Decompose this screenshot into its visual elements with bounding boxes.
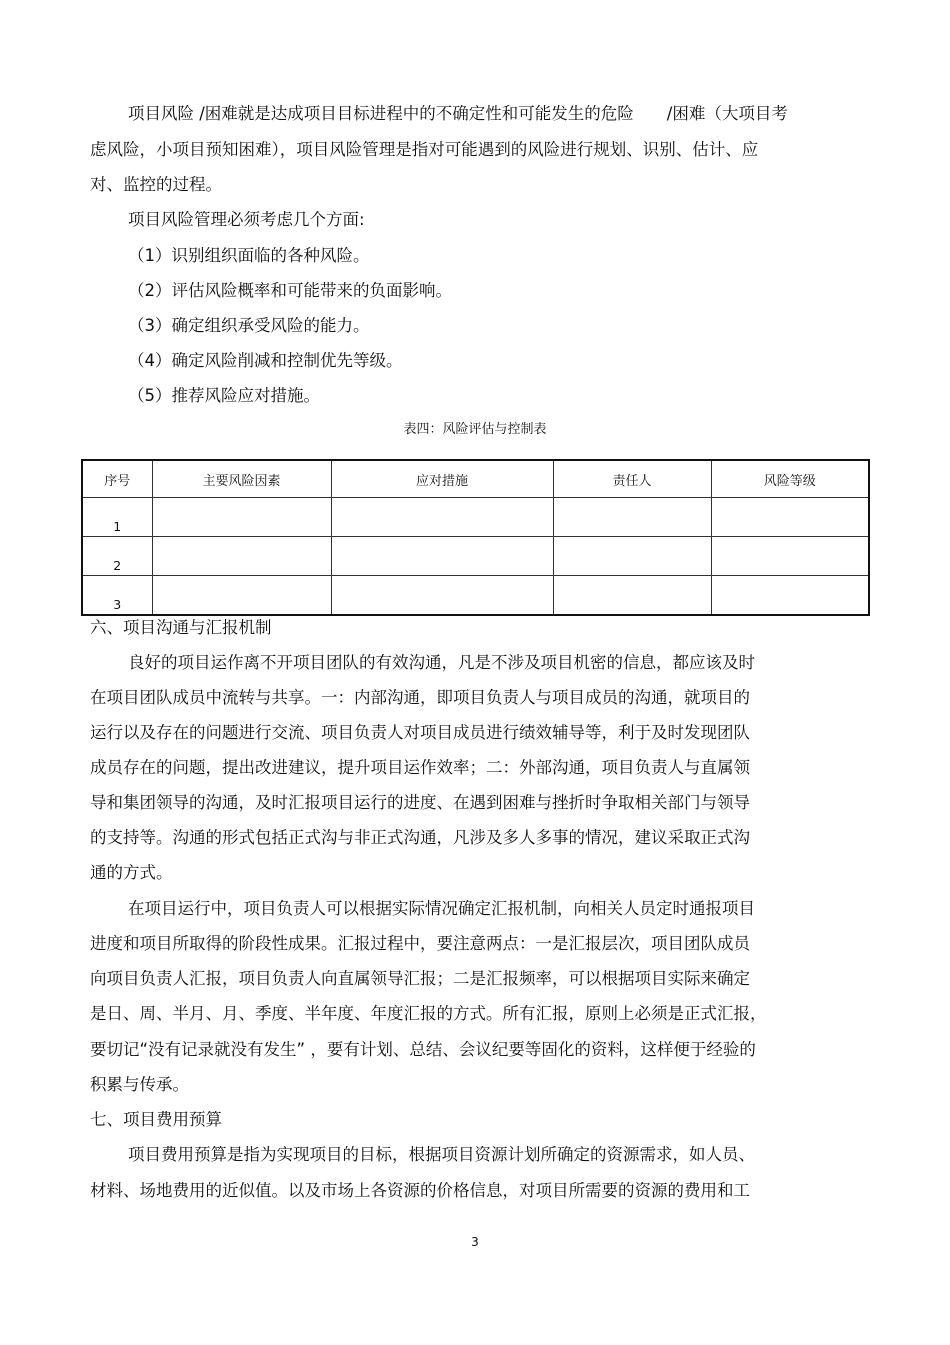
table-cell — [711, 576, 869, 616]
section-6-line-2: 在项目团队成员中流转与共享。一：内部沟通，即项目负责人与项目成员的沟通，就项目的 — [90, 688, 750, 707]
section-6-heading: 六、项目沟通与汇报机制 — [90, 618, 272, 637]
section-6-line-5: 导和集团领导的沟通，及时汇报项目运行的进度、在遇到困难与挫折时争取相关部门与领导 — [90, 793, 750, 812]
table-cell-index: 1 — [82, 498, 152, 537]
intro-line-3: 对、监控的过程。 — [90, 175, 222, 194]
table-cell — [553, 498, 711, 537]
section-6-line-8: 在项目运行中，项目负责人可以根据实际情况确定汇报机制，向相关人员定时通报项目 — [128, 899, 755, 918]
table-cell — [711, 498, 869, 537]
intro-line-1: 项目风险 /困难就是达成项目目标进程中的不确定性和可能发生的危险 /困难（大项目考 — [128, 104, 788, 123]
intro-line-2: 虑风险，小项目预知困难），项目风险管理是指对可能遇到的风险进行规划、识别、估计、应 — [90, 140, 759, 159]
table-caption: 表四：风险评估与控制表 — [403, 422, 547, 437]
section-6-line-3: 运行以及存在的问题进行交流、项目负责人对项目成员进行绩效辅导等，利于及时发现团队 — [90, 723, 750, 742]
header-owner: 责任人 — [553, 460, 711, 498]
page-number: 3 — [471, 1235, 479, 1249]
header-risk-factor: 主要风险因素 — [152, 460, 331, 498]
section-7-line-1: 项目费用预算是指为实现项目的目标，根据项目资源计划所确定的资源需求，如人员、 — [128, 1145, 755, 1164]
table-row — [82, 576, 869, 616]
header-risk-level: 风险等级 — [711, 460, 869, 498]
list-item-5: （5）推荐风险应对措施。 — [128, 386, 320, 405]
section-7-line-2: 材料、场地费用的近似值。以及市场上各资源的价格信息，对项目所需要的资源的费用和工 — [90, 1181, 750, 1200]
intro-line-4: 项目风险管理必须考虑几个方面: — [128, 210, 365, 229]
table-cell — [331, 537, 553, 576]
table-cell — [331, 498, 553, 537]
section-6-line-11: 是日、周、半月、月、季度、半年度、年度汇报的方式。所有汇报，原则上必须是正式汇报， — [90, 1004, 767, 1023]
section-7-heading: 七、项目费用预算 — [90, 1110, 222, 1129]
table-row — [82, 537, 869, 576]
section-6-line-7: 通的方式。 — [90, 863, 173, 882]
table-row — [82, 498, 869, 537]
list-item-3: （3）确定组织承受风险的能力。 — [128, 316, 370, 335]
section-6-line-9: 进度和项目所取得的阶段性成果。汇报过程中，要注意两点：一是汇报层次，项目团队成员 — [90, 934, 750, 953]
header-countermeasure: 应对措施 — [331, 460, 553, 498]
list-item-2: （2）评估风险概率和可能带来的负面影响。 — [128, 281, 452, 300]
table-cell-index: 2 — [82, 537, 152, 576]
header-index: 序号 — [82, 460, 152, 498]
section-6-line-6: 的支持等。沟通的形式包括正式沟与非正式沟通，凡涉及多人多事的情况，建议采取正式沟 — [90, 828, 750, 847]
table-cell — [152, 537, 331, 576]
table-cell — [152, 498, 331, 537]
section-6-line-13: 积累与传承。 — [90, 1075, 189, 1094]
table-header-row — [82, 460, 869, 498]
table-cell — [553, 537, 711, 576]
list-item-1: （1）识别组织面临的各种风险。 — [128, 246, 370, 265]
section-6-line-12: 要切记“没有记录就没有发生” ，要有计划、总结、会议纪要等固化的资料，这样便于经验的 — [90, 1040, 756, 1059]
section-6-line-10: 向项目负责人汇报，项目负责人向直属领导汇报；二是汇报频率，可以根据项目实际来确定 — [90, 969, 750, 988]
table-cell — [152, 576, 331, 616]
table-cell — [331, 576, 553, 616]
table-cell — [553, 576, 711, 616]
list-item-4: （4）确定风险削减和控制优先等级。 — [128, 351, 403, 370]
section-6-line-1: 良好的项目运作离不开项目团队的有效沟通，凡是不涉及项目机密的信息，都应该及时 — [128, 653, 755, 672]
section-6-line-4: 成员存在的问题，提出改进建议，提升项目运作效率；二：外部沟通，项目负责人与直属领 — [90, 758, 750, 777]
table-cell-index: 3 — [82, 576, 152, 616]
table-cell — [711, 537, 869, 576]
risk-table — [81, 459, 870, 616]
